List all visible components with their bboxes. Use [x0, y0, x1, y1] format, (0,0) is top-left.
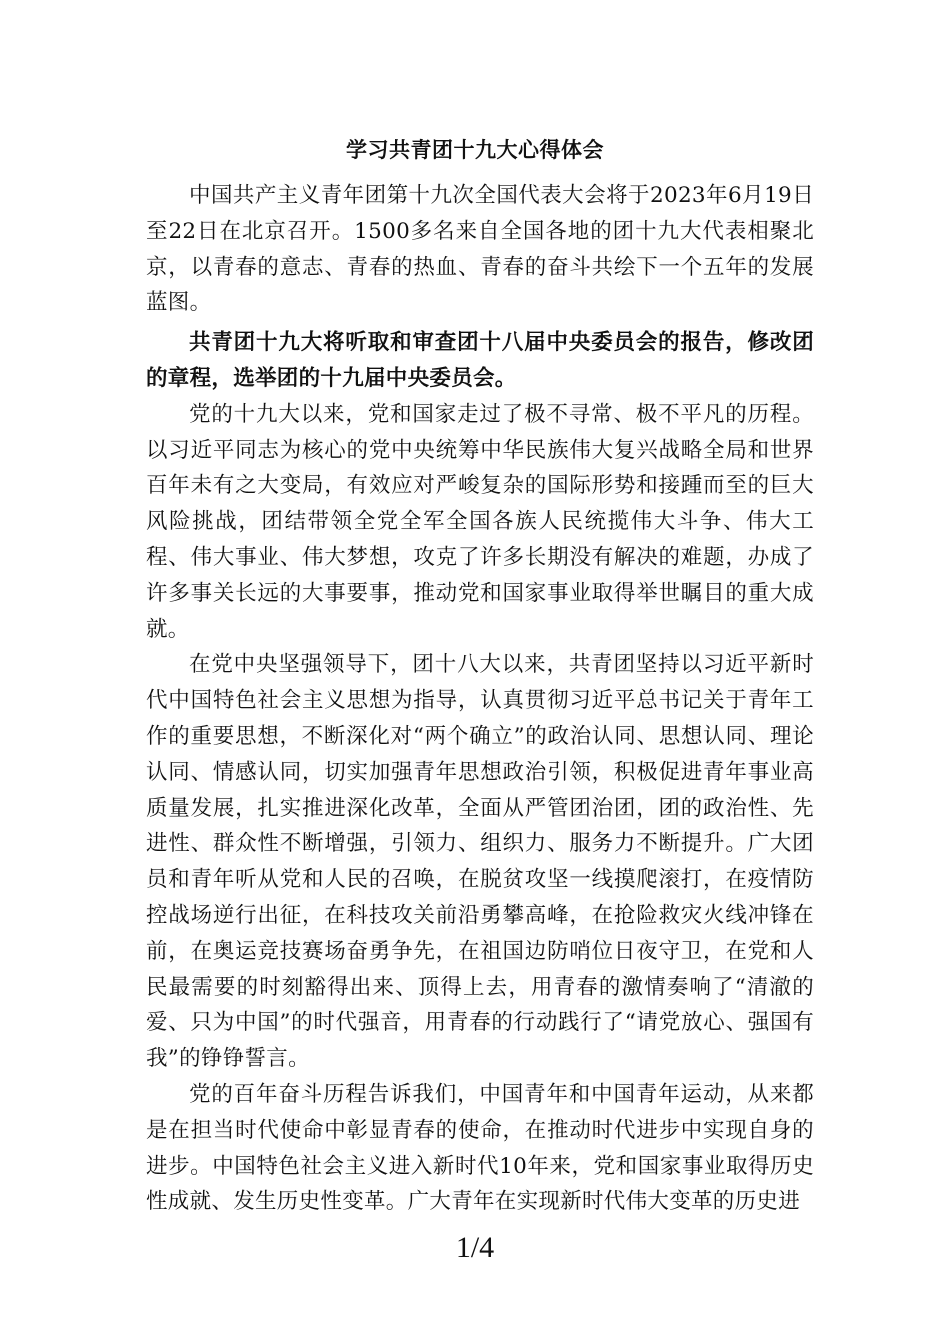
document-title: 学习共青团十九大心得体会: [346, 137, 604, 162]
paragraph-intro: 中国共产主义青年团第十九次全国代表大会将于2023年6月19日至22日在北京召开。1500多名来自全国各地的团十九大代表相聚北京，以青春的意志、青春的热血、青春的奋斗共绘下一个五年的发展蓝图。: [146, 183, 814, 316]
page-number: 1/4: [455, 1231, 495, 1264]
paragraph-history: 党的百年奋斗历程告诉我们，中国青年和中国青年运动，从来都是在担当时代使命中彰显青春的使命，在推动时代进步中实现自身的进步。中国特色社会主义进入新时代10年来，党和国家事业取得历史性成就、发生历史性变革。广大青年在实现新时代伟大变革的历史进: [146, 1081, 814, 1215]
document-body: [146, 178, 814, 1220]
paragraph-achievements: 党的十九大以来，党和国家走过了极不寻常、极不平凡的历程。以习近平同志为核心的党中央统筹中华民族伟大复兴战略全局和世界百年未有之大变局，有效应对严峻复杂的国际形势和接踵而至的巨大风险挑战，团结带领全党全军全国各族人民统揽伟大斗争、伟大工程、伟大事业、伟大梦想，攻克了许多长期没有解决的难题，办成了许多事关长远的大事要事，推动党和国家事业取得举世瞩目的重大成就。: [146, 401, 814, 642]
paragraph-league-work: 在党中央坚强领导下，团十八大以来，共青团坚持以习近平新时代中国特色社会主义思想为指导，认真贯彻习近平总书记关于青年工作的重要思想，不断深化对“两个确立”的政治认同、思想认同、理论认同、情感认同，切实加强青年思想政治引领，积极促进青年事业高质量发展，扎实推进深化改革，全面从严管团治团，团的政治性、先进性、群众性不断增强，引领力、组织力、服务力不断提升。广大团员和青年听从党和人民的召唤，在脱贫攻坚一线摸爬滚打，在疫情防控战场逆行出征，在科技攻关前沿勇攀高峰，在抢险救灾火线冲锋在前，在奥运竞技赛场奋勇争先，在祖国边防哨位日夜守卫，在党和人民最需要的时刻豁得出来、顶得上去，用青春的激情奏响了“清澈的爱、只为中国”的时代强音，用青春的行动践行了“请党放心、强国有我”的铮铮誓言。: [146, 652, 814, 1072]
paragraph-agenda: 共青团十九大将听取和审查团十八届中央委员会的报告，修改团的章程，选举团的十九届中央委员会。: [146, 330, 814, 391]
